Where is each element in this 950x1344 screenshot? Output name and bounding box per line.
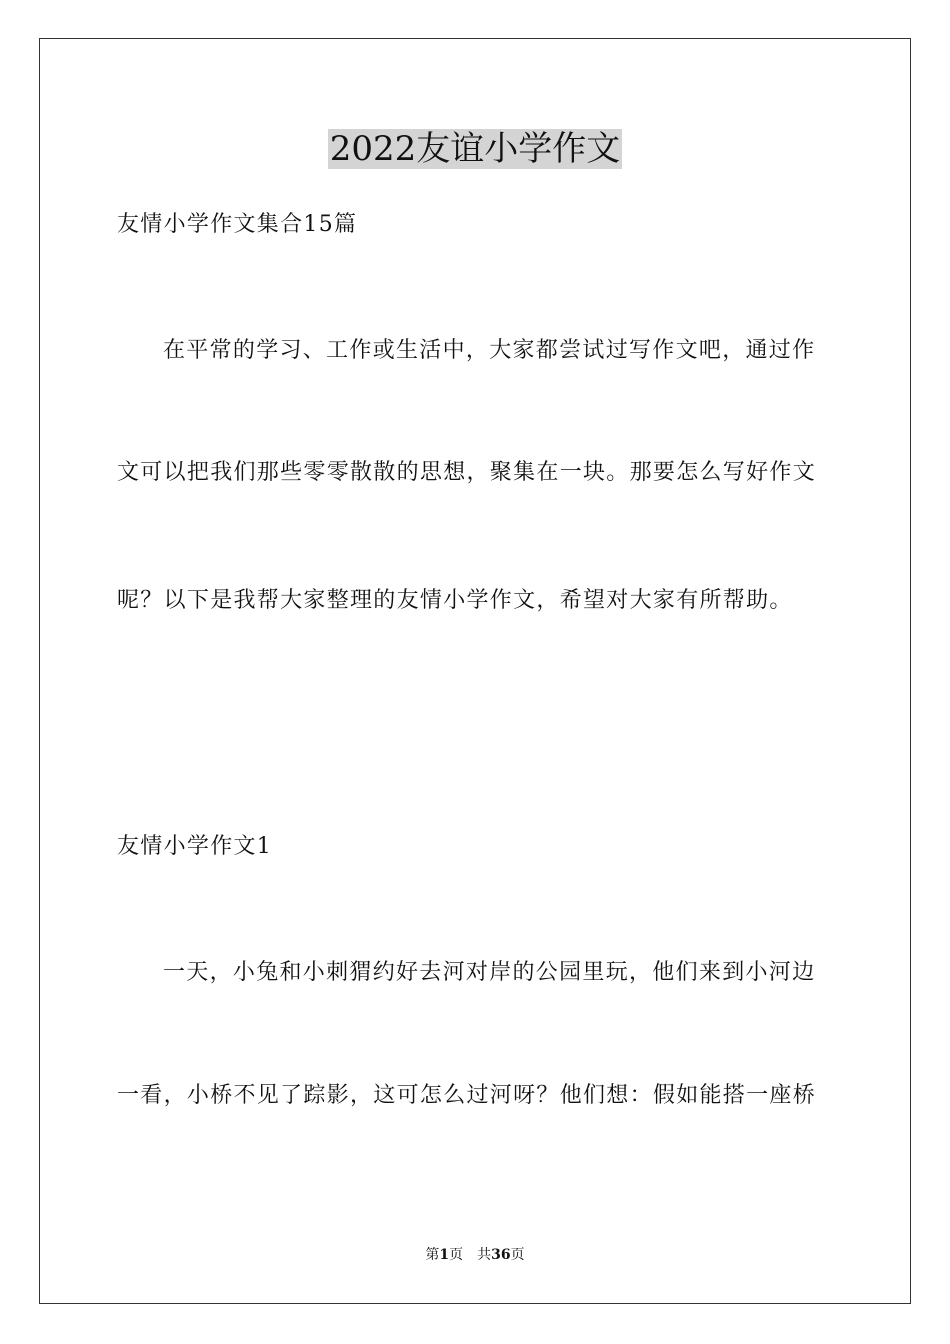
section-heading: 友情小学作文1 xyxy=(117,834,273,859)
footer-page-number: 1 xyxy=(439,1247,450,1263)
intro-line-2: 文可以把我们那些零零散散的思想，聚集在一块。那要怎么写好作文 xyxy=(117,460,817,485)
intro-line-1: 在平常的学习、工作或生活中，大家都尝试过写作文吧，通过作 xyxy=(163,338,816,363)
body-line-2: 一看，小桥不见了踪影，这可怎么过河呀？他们想：假如能搭一座桥 xyxy=(117,1083,817,1108)
footer-total-suffix: 页 xyxy=(510,1247,525,1263)
footer-total-prefix: 共 xyxy=(477,1247,492,1263)
document-subtitle: 友情小学作文集合15篇 xyxy=(117,212,358,237)
footer-total-pages: 36 xyxy=(491,1247,511,1263)
body-line-1: 一天，小兔和小刺猬约好去河对岸的公园里玩，他们来到小河边 xyxy=(163,960,816,985)
footer-page-prefix: 第 xyxy=(425,1247,440,1263)
document-title xyxy=(0,128,950,170)
page-footer xyxy=(0,1246,950,1264)
intro-line-3: 呢？以下是我帮大家整理的友情小学作文，希望对大家有所帮助。 xyxy=(117,588,793,613)
document-title-text: 2022友谊小学作文 xyxy=(329,129,621,169)
footer-page-suffix: 页 xyxy=(449,1247,464,1263)
